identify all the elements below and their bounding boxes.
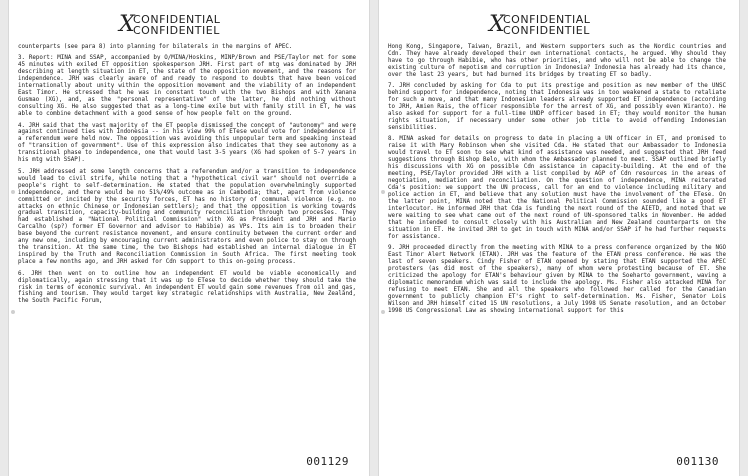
page-number: 001129: [306, 455, 349, 468]
stamp-line-1: CONFIDENTIAL: [503, 13, 591, 26]
punch-hole: [11, 190, 15, 194]
stamp-line-1: CONFIDENTIAL: [133, 13, 221, 26]
stamp-x-mark: X: [119, 12, 135, 37]
punch-hole: [11, 310, 15, 314]
confidential-stamp: [119, 10, 279, 40]
paragraph: 5. JRH addressed at some length concerns that a referendum and/or a transition to independence would lead to civil strife, while noting that a "hypothetical civil war" should not override a people's right to self-determination. He stated that the population overwhelmingly supported independence, and there would be no 51%/49% outcome as in Cambodia; that, apart from violence committed or incited by the security forces, ET has no history of communal violence (e.g. no attacks on ethnic Chinese or Indonesian settlers); and that the opposition is working towards gradual transition, capacity-building and community reconciliation through two processes. They had established a "National Political Commission" with XG as President and JRH and Mario Carcalho (sp?) former ET Governor and advisor to Habibie) as VPs. Its aim is to broaden their base beyond the current resistance movement, and ensure continuity between the current order and any new one, including by encouraging current administrators and even police to stay on through the transition. At the same time, the two Bishops had established an internal dialogue in ET inspired by the Truth and Reconciliation Commission in South Africa. The first meeting took place a few months ago, and JRH asked for Cdn support to this on-going process.: [18, 168, 356, 266]
punch-hole: [381, 190, 385, 194]
punch-hole: [381, 310, 385, 314]
paragraph: Hong Kong, Singapore, Taiwan, Brazil, and Western supporters such as the Nordic countries and Cdn. They have already developed their own international contacts, he argued. Why should they have to go through Habibie, who has other priorities, and who will not be able to change the existing culture of nepotism and corruption in Indonesia? Indonesia has already had its chance, over the last 23 years, but had burned its bridges by treating ET so badly.: [388, 44, 726, 78]
paragraph: 8. MINA asked for details on progress to date in placing a UN officer in ET, and promised to raise it with Mary Robinson when she visited Cda. He stated that our Ambassador to Indonesia would travel to ET soon to see what kind of assistance was needed, and suggested that JRH feed suggestions through Bishop Belo, with whom the Ambassador planned to meet. SSAP outlined briefly his discussions with XG on possible Cdn assistance in capacity-building. At the end of the meeting, PSE/Taylor provided JRH with a list compiled by AGP of Cdn resources in the areas of negotiation, mediation and reconciliation. On the question of independence, MINA reiterated Cda's position: we support the UN process, call for an end to violence including military and police action in ET, and believe that any solution must have the involvement of the ETese. On the latter point, MINA noted that the National Political Commission sounded like a good ET interlocutor. He informed JRH that Cda is funding the next round of the AIETD, and noted that we were waiting to see what came out of the next round of UN-sponsored talks in November. He added that he intended to consult closely with his Australian and New Zealand counterparts on the situation in ET. He invited JRH to get in touch with MINA and/or SSAP if he had further requests for assistance.: [388, 136, 726, 240]
confidential-stamp: [489, 10, 649, 40]
stamp-line-2: CONFIDENTIEL: [133, 24, 220, 37]
stamp-line-2: CONFIDENTIEL: [503, 24, 590, 37]
document-page-left: [8, 0, 370, 476]
page-body: [388, 44, 726, 319]
paragraph: 9. JRH proceeded directly from the meeting with MINA to a press conference organized by the NGO East Timor Alert Network (ETAN). JRH was the feature of the ETAN press conference. He was the last of seven speakers. Cindy Fisher of ETAN opened by stating that ETAN supported the APEC protesters (as did most of the speakers), many of whom were protesting because of ET. She criticized the apology for ETAN's behaviour given by MINA to the Soeharto government, waving a diplomatic memorandum which was said to include the apology. Ms. Fisher also attacked MINA for refusing to meet ETAN. She and all the speakers who followed her called for the Canadian government to publicly champion ET's right to self-determination. Ms. Fisher, Senator Lois Wilson and JRH himself cited 15 UN resolutions, a July 1998 US Senate resolution, and an October 1998 US Congressional Law as showing international support for this: [388, 245, 726, 314]
page-number: 001130: [676, 455, 719, 468]
document-page-right: [378, 0, 740, 476]
paragraph: 7. JRH concluded by asking for Cda to put its prestige and position as new member of the UNSC behind support for independence, noting that Indonesia was in too weakened a state to retaliate for such a move, and that many Indonesian leaders already supported ET independence (according to JRH, Amien Rais, the officer responsible for the arrest of XG, and possibly even Wiranto). He also asked for support for a full-time UNDP officer based in ET; they would monitor the human rights situation, if necessary under some other job title to avoid offending Indonesian sensibilities.: [388, 83, 726, 131]
paragraph: 4. JRH said that the vast majority of the ET people dismissed the concept of "autonomy" and were against continued ties with Indonesia -- in his view 99% of ETese would vote for independence if a referendum were held now. The opposition was avoiding this unpopular term and speaking instead of "transition of government". Use of this expression also indicates that they see autonomy as a transitional phase to independence, one that would last 3-5 years (XG had spoken of 5-7 years in his mtg with SSAP).: [18, 122, 356, 164]
paragraph: 6. JRH then went on to outline how an independent ET would be viable economically and diplomatically, again stressing that it was up to ETese to decide whether they should take the risk in terms of economic survival. An independent ET would gain some revenues from oil and gas, fishing and tourism. They would target key strategic relationships with Australia, New Zealand, the South Pacific Forum,: [18, 270, 356, 305]
page-body: [18, 44, 356, 310]
stamp-x-mark: X: [489, 12, 505, 37]
paragraph: counterparts (see para 8) into planning for bilaterals in the margins of APEC.: [18, 44, 293, 50]
paragraph: 3. Report: MINA and SSAP, accompanied by O/MINA/Hoskins, MINP/Brown and PSE/Taylor met for some 45 minutes with exiled ET opposition spokesperson JRH. First part of mtg was dominated by JRH describing at length situation in ET, the state of the opposition movement, and the reasons for independence. JRH was clearly aware of and ready to respond to doubts that have been voiced internationally about unity within the opposition movement and the viability of an independent East Timor. He stressed that he was in constant touch with the two Bishops and with Xanana Gusmao (XG), and, as the "personal representative" of the latter, he did nothing without consulting XG. He also suggested that as a long-time exile but with family still in ET, he was able to combine detachment with a good sense of how people felt on the ground.: [18, 55, 356, 118]
